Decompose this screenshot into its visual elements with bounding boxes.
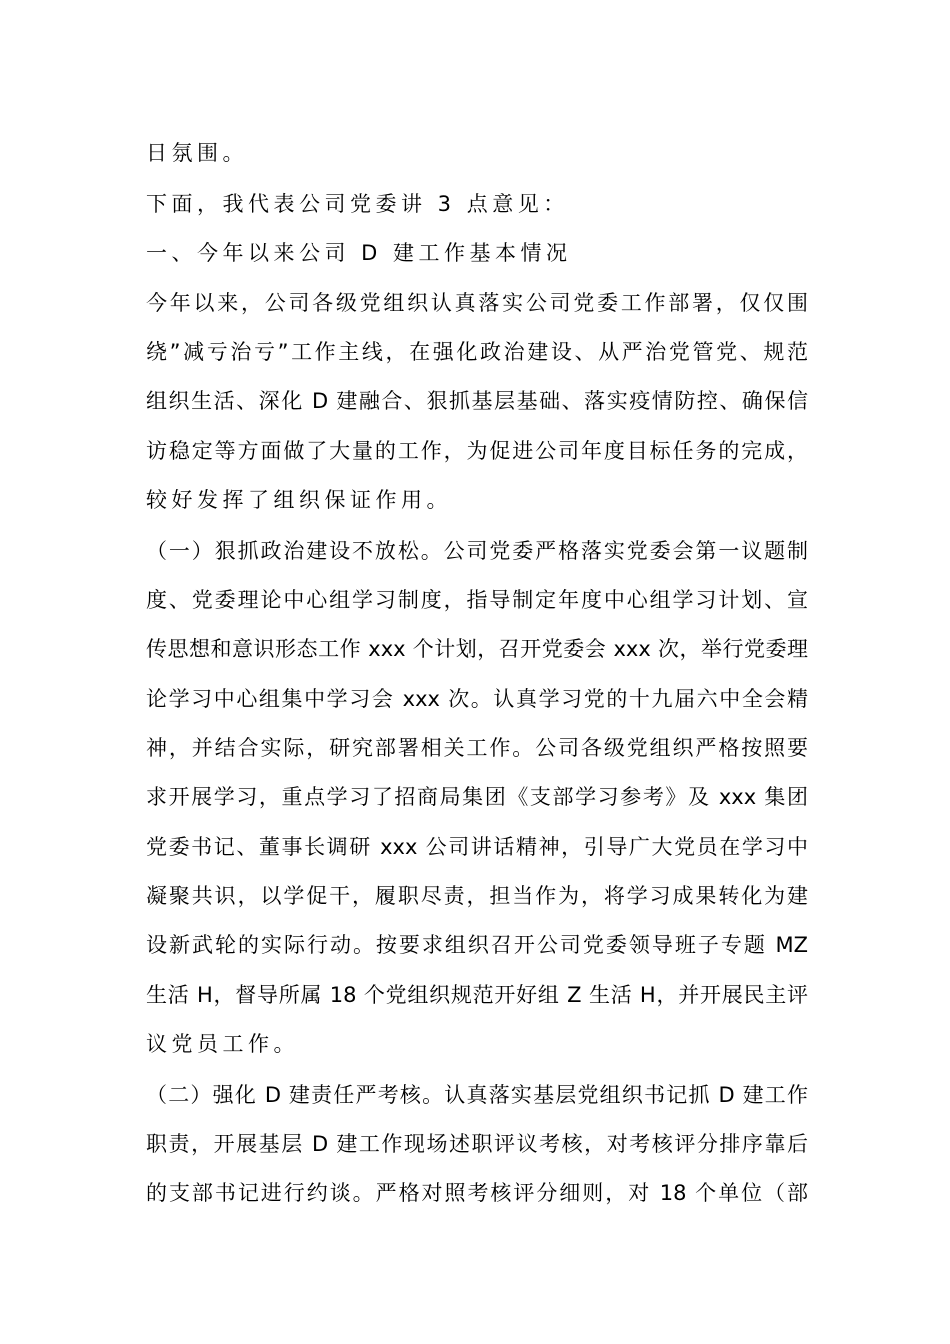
paragraph-line: 较好发挥了组织保证作用。 (146, 488, 452, 512)
text-line: 下面，我代表公司党委讲 3 点意见： (146, 192, 569, 216)
paragraph-line: 神，并结合实际，研究部署相关工作。公司各级党组织严格按照要 (146, 736, 808, 760)
paragraph-line: 论学习中心组集中学习会 xxx 次。认真学习党的十九届六中全会精 (146, 687, 808, 711)
paragraph-line: 设新武轮的实际行动。按要求组织召开公司党委领导班子专题 MZ (146, 933, 808, 957)
paragraph-line: 职责，开展基层 D 建工作现场述职评议考核，对考核评分排序靠后 (146, 1132, 808, 1156)
paragraph-line: 的支部书记进行约谈。严格对照考核评分细则，对 18 个单位（部 (146, 1181, 808, 1205)
paragraph-line: 组织生活、深化 D 建融合、狠抓基层基础、落实疫情防控、确保信 (146, 389, 808, 413)
paragraph-line: 凝聚共识，以学促干，履职尽责，担当作为，将学习成果转化为建 (146, 884, 808, 908)
paragraph-line: 度、党委理论中心组学习制度，指导制定年度中心组学习计划、宣 (146, 588, 808, 612)
text-line: 日氛围。 (146, 141, 248, 165)
paragraph-line: 传思想和意识形态工作 xxx 个计划，召开党委会 xxx 次，举行党委理 (146, 637, 808, 661)
paragraph-line: 党委书记、董事长调研 xxx 公司讲话精神，引导广大党员在学习中 (146, 835, 808, 859)
section-heading: 一、今年以来公司 D 建工作基本情况 (146, 241, 572, 265)
paragraph-line: （一）狠抓政治建设不放松。公司党委严格落实党委会第一议题制 (146, 539, 808, 563)
paragraph-line: 绕”减亏治亏”工作主线，在强化政治建设、从严治党管党、规范 (146, 340, 808, 364)
paragraph-line: 生活 H，督导所属 18 个党组织规范开好组 Z 生活 H，并开展民主评 (146, 983, 808, 1007)
paragraph-line: 议党员工作。 (146, 1032, 299, 1056)
paragraph-line: （二）强化 D 建责任严考核。认真落实基层党组织书记抓 D 建工作 (146, 1083, 808, 1107)
paragraph-line: 访稳定等方面做了大量的工作，为促进公司年度目标任务的完成， (146, 439, 808, 463)
paragraph-line: 求开展学习，重点学习了招商局集团《支部学习参考》及 xxx 集团 (146, 785, 808, 809)
paragraph-line: 今年以来，公司各级党组织认真落实公司党委工作部署，仅仅围 (146, 291, 808, 315)
